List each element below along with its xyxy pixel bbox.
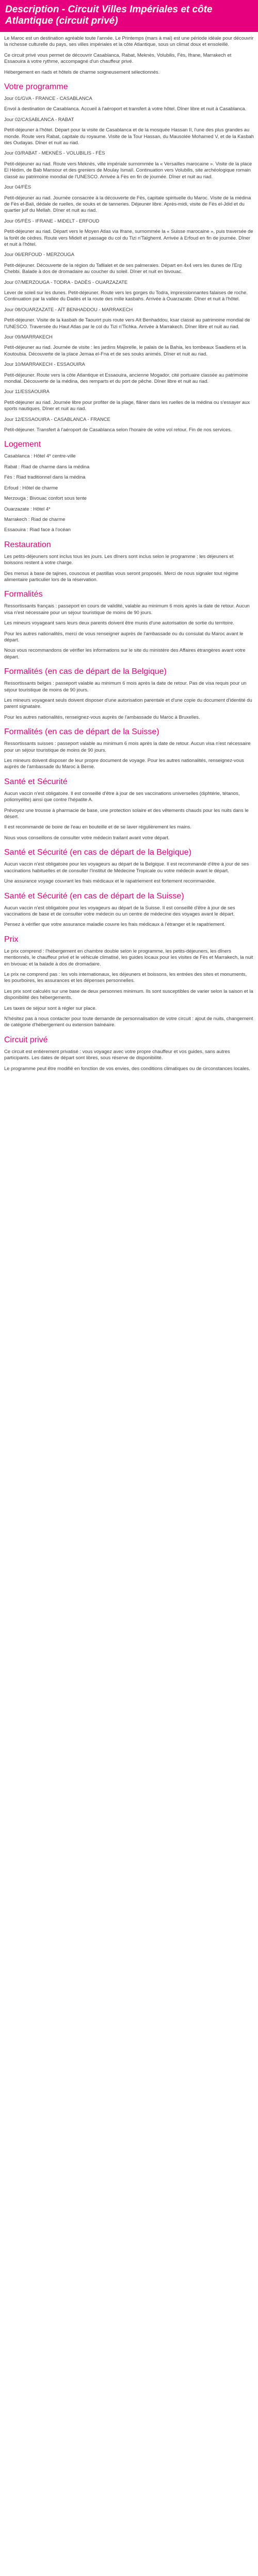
section-paragraph: Marrakech : Riad de charme [4, 516, 66, 522]
section [4, 848, 254, 884]
section-paragraph: Jour 06/ERFOUD - MERZOUGA [4, 251, 74, 258]
section-paragraph: Petit-déjeuner. Découverte de la région du Tafilalet et de ses palmeraies. Départ en 4x4 vers les dunes de l'Erg Chebbi. Balade à dos de dromadaire au coucher du soleil. Dîner et nuit en bivouac. [4, 262, 242, 275]
section-heading: Formalités (en cas de départ de la Suisse) [4, 727, 159, 737]
section-heading: Votre programme [4, 82, 68, 92]
section-heading: Santé et Sécurité (en cas de départ de la Suisse) [4, 891, 184, 901]
section-paragraph: Jour 12/ESSAOUIRA - CASABLANCA - FRANCE [4, 416, 110, 422]
section-paragraph: Petit-déjeuner au riad. Journée de visite : les jardins Majorelle, le palais de la Bahia, les tombeaux Saadiens et la Koutoubia. Découverte de la place Jemaa el-Fna et de ses souks animés. Dîner et nuit au riad. [4, 344, 246, 357]
section-paragraph: Le prix ne comprend pas : les vols internationaux, les déjeuners et boissons, les entrées des sites et monuments, les pourboires, les assurances et les dépenses personnelles. [4, 971, 247, 984]
section-paragraph: Jour 08/OUARZAZATE - AÏT BENHADDOU - MARRAKECH [4, 306, 133, 312]
sections-container [4, 82, 254, 1072]
section-paragraph: Jour 10/MARRAKECH - ESSAOUIRA [4, 361, 85, 367]
section-paragraph: Rabat : Riad de charme dans la médina [4, 463, 90, 469]
section-heading: Formalités (en cas de départ de la Belgique) [4, 667, 167, 676]
section-paragraph: N'hésitez pas à nous contacter pour toute demande de personnalisation de votre circuit : ajout de nuits, changement de catégorie d'hébergement ou extension balnéaire. [4, 1015, 253, 1028]
section-heading: Santé et Sécurité [4, 777, 68, 786]
section-paragraph: Ressortissants français : passeport en cours de validité, valable au minimum 6 mois après la date de retour. Aucun visa n'est nécessaire pour un séjour touristique de moins de 90 jours. [4, 603, 250, 615]
section-paragraph: Petit-déjeuner à l'hôtel. Départ pour la visite de Casablanca et de la mosquée Hassan II, l'une des plus grandes au monde. Route vers Rabat, capitale du royaume. Visite de la Tour Hassan, du Mausolée Mohamed V, et de la Kasbah des Oudayas. Dîner et nuit au riad. [4, 127, 254, 146]
section-paragraph: Prévoyez une trousse à pharmacie de base, une protection solaire et des vêtements chauds pour les nuits dans le désert. [4, 807, 249, 820]
section-paragraph: Petit-déjeuner au riad. Journée libre pour profiter de la plage, flâner dans les ruelles de la médina ou s'essayer aux sports nautiques. Dîner et nuit au riad. [4, 399, 250, 412]
page-title: Description - Circuit Villes Impériales et côte Atlantique (circuit privé) [5, 4, 213, 26]
section [4, 935, 254, 1028]
section-paragraph: Les mineurs voyageant sans leurs deux parents doivent être munis d'une autorisation de sortie du territoire. [4, 620, 234, 626]
section-paragraph: Pour les autres nationalités, renseignez-vous auprès de l'ambassade du Maroc à Bruxelles. [4, 714, 200, 720]
section-paragraph: Jour 07/MERZOUGA - TODRA - DADÈS - OUARZAZATE [4, 279, 128, 285]
intro-paragraph: Ce circuit privé vous permet de découvrir Casablanca, Rabat, Meknès, Volubilis, Fès, Ifrane, Marrakech et Essaouira à votre rythme, accompagné d'un chauffeur privé. [4, 52, 232, 64]
section [4, 82, 254, 433]
section-paragraph: Envol à destination de Casablanca. Accueil à l'aéroport et transfert à votre hôtel. Dîner libre et nuit à Casablanca. [4, 106, 247, 112]
section-paragraph: Petit-déjeuner au riad. Route vers Meknès, ville impériale surnommée la « Versailles marocaine ». Visite de la place El Hédim, de Bab Mansour et des greniers de Moulay Ismaïl. Continuation vers Volubilis, site archéologique romain classé au patrimoine mondial de l'UNESCO. Arrivée à Fès en fin de journée. Dîner et nuit au riad. [4, 160, 252, 179]
section-paragraph: Aucun vaccin n'est obligatoire. Il est conseillé d'être à jour de ses vaccinations universelles (diphtérie, tétanos, poliomyélite) ainsi que contre l'hépatite A. [4, 790, 240, 803]
section-paragraph: Merzouga : Bivouac confort sous tente [4, 495, 87, 501]
section-paragraph: Pour les autres nationalités, merci de vous renseigner auprès de l'ambassade ou du consulat du Maroc avant le départ. [4, 630, 244, 642]
section-paragraph: Petit-déjeuner. Visite de la kasbah de Taourirt puis route vers Aït Benhaddou, ksar classé au patrimoine mondial de l'UNESCO. Traversée du Haut Atlas par le col du Tizi n'Tichka. Arrivée à Marrakech. Dîner libre et nuit au riad. [4, 317, 250, 329]
section-paragraph: Ouarzazate : Hôtel 4* [4, 505, 51, 512]
section [4, 540, 254, 583]
section-heading: Logement [4, 440, 41, 449]
section-heading: Prix [4, 935, 19, 944]
section-heading: Circuit privé [4, 1035, 48, 1044]
section-paragraph: Pensez à vérifier que votre assurance maladie couvre les frais médicaux à l'étranger et le rapatriement. [4, 921, 225, 927]
section [4, 777, 254, 841]
section-paragraph: Ce circuit est entièrement privatisé : vous voyagez avec votre propre chauffeur et vos guides, sans autres participants. Les dates de départ sont libres, sous réserve de disponibilité. [4, 1048, 230, 1061]
section [4, 727, 254, 770]
section-paragraph: Jour 04/FÈS [4, 184, 31, 190]
section-paragraph: Nous vous conseillons de consulter votre médecin traitant avant votre départ. [4, 834, 170, 840]
section-paragraph: Jour 02/CASABLANCA - RABAT [4, 116, 74, 122]
section-paragraph: Lever de soleil sur les dunes. Petit-déjeuner. Route vers les gorges du Todra, impressionnantes falaises de roche. Continuation par la vallée du Dadès et la route des mille kasbahs. Arrivée à Ouarzazate. Dîner et nuit à l'hôtel. [4, 289, 248, 302]
section-paragraph: Ressortissants suisses : passeport valable au minimum 6 mois après la date de retour. Aucun visa n'est nécessaire pour un séjour touristique de moins de 90 jours. [4, 740, 251, 753]
section-paragraph: Jour 03/RABAT - MEKNÈS - VOLUBILIS - FÈS [4, 150, 105, 156]
section-paragraph: Fès : Riad traditionnel dans la médina [4, 474, 86, 480]
section-paragraph: Petit-déjeuner au riad. Départ vers le Moyen Atlas via Ifrane, surnommée la « Suisse marocaine », puis traversée de la forêt de cèdres. Route vers Midelt et passage du col du Tizi n'Talghemt. Arrivée à Erfoud en fin de journée. Dîner et nuit à l'hôtel. [4, 228, 253, 247]
section [4, 1036, 254, 1072]
section-heading: Santé et Sécurité (en cas de départ de la Belgique) [4, 848, 191, 857]
section-paragraph: Jour 09/MARRAKECH [4, 334, 53, 340]
section [4, 590, 254, 660]
section-paragraph: Casablanca : Hôtel 4* centre-ville [4, 453, 76, 459]
section-paragraph: Jour 01/GVA - FRANCE - CASABLANCA [4, 95, 92, 101]
section-paragraph: Petit-déjeuner au riad. Journée consacrée à la découverte de Fès, capitale spirituelle du Maroc. Visite de la médina de Fès el-Bali, dédale de ruelles, de souks et de tanneries. Déjeuner libre. Après-midi, visite de Fès el-Jdid et du quartier juif du Mellah. Dîner et nuit au riad. [4, 194, 251, 213]
section-paragraph: Le prix comprend : l'hébergement en chambre double selon le programme, les petits-déjeuners, les dîners mentionnés, le chauffeur privé et le véhicule climatisé, les guides locaux pour les visites de Fès et Marrakech, la nuit en bivouac et la balade à dos de dromadaire. [4, 947, 253, 967]
section-heading: Formalités [4, 590, 43, 599]
section-paragraph: Les prix sont calculés sur une base de deux personnes minimum. Ils sont susceptibles de varier selon la saison et la disponibilité des hébergements. [4, 988, 253, 1001]
section-paragraph: Le programme peut être modifié en fonction de vos envies, des conditions climatiques ou de circonstances locales. [4, 1065, 250, 1071]
section-paragraph: Il est recommandé de boire de l'eau en bouteille et de se laver régulièrement les mains. [4, 824, 191, 830]
main-content [0, 32, 258, 1072]
intro-paragraph: Hébergement en riads et hôtels de charme soigneusement sélectionnés. [4, 69, 160, 75]
section-paragraph: Aucun vaccin n'est obligatoire pour les voyageurs au départ de la Suisse. Il est conseillé d'être à jour de ses vaccinations de base et de consulter votre médecin ou un centre de médecine des voyages avant le départ. [4, 904, 235, 917]
section [4, 440, 254, 533]
section-paragraph: Des menus à base de tajines, couscous et pastillas vous seront proposés. Merci de nous signaler tout régime alimentaire particulier lors de la réservation. [4, 570, 238, 582]
section-paragraph: Une assurance voyage couvrant les frais médicaux et le rapatriement est fortement recommandée. [4, 878, 216, 884]
section [4, 667, 254, 720]
section-paragraph: Jour 11/ESSAOUIRA [4, 388, 50, 395]
section-paragraph: Aucun vaccin n'est obligatoire pour les voyageurs au départ de la Belgique. Il est recommandé d'être à jour de ses vaccinations habituelles et de consulter l'Institut de Médecine Tropicale ou votre médecin avant le départ. [4, 861, 249, 873]
section-paragraph: Erfoud : Hôtel de charme [4, 484, 58, 490]
page-title-banner [0, 0, 258, 32]
section-paragraph: Les taxes de séjour sont à régler sur place. [4, 1005, 97, 1011]
section-paragraph: Les mineurs voyageant seuls doivent disposer d'une autorisation parentale et d'une copie du document d'identité du parent signataire. [4, 697, 252, 709]
intro-block [4, 35, 254, 75]
section-paragraph: Essaouira : Riad face à l'océan [4, 527, 71, 533]
section-paragraph: Les petits-déjeuners sont inclus tous les jours. Les dîners sont inclus selon le programme ; les déjeuners et boissons restent à votre charge. [4, 553, 234, 566]
section-paragraph: Ressortissants belges : passeport valable au minimum 6 mois après la date de retour. Pas de visa requis pour un séjour touristique de moins de 90 jours. [4, 680, 247, 692]
intro-paragraph: Le Maroc est un destination agréable toute l'année. Le Printemps (mars à mai) est une période idéale pour découvrir la richesse culturelle du pays, ses villes impériales et la côte Atlantique, sous un climat doux et ensoleillé. [4, 35, 254, 47]
section-paragraph: Petit-déjeuner. Route vers la côte Atlantique et Essaouira, ancienne Mogador, cité portuaire classée au patrimoine mondial. Découverte de la médina, des remparts et du port de pêche. Dîner libre et nuit au riad. [4, 371, 248, 384]
section-paragraph: Petit-déjeuner. Transfert à l'aéroport de Casablanca selon l'horaire de votre vol retour. Fin de nos services. [4, 427, 232, 433]
section-paragraph: Les mineurs doivent disposer de leur propre document de voyage. Pour les autres nationalités, renseignez-vous auprès de l'ambassade du Maroc à Berne. [4, 757, 244, 770]
section-heading: Restauration [4, 540, 51, 549]
section [4, 892, 254, 928]
section-paragraph: Jour 05/FÈS - IFRANE - MIDELT - ERFOUD [4, 217, 100, 224]
section-paragraph: Nous vous recommandons de vérifier les informations sur le site du ministère des Affaires étrangères avant votre départ. [4, 647, 246, 659]
